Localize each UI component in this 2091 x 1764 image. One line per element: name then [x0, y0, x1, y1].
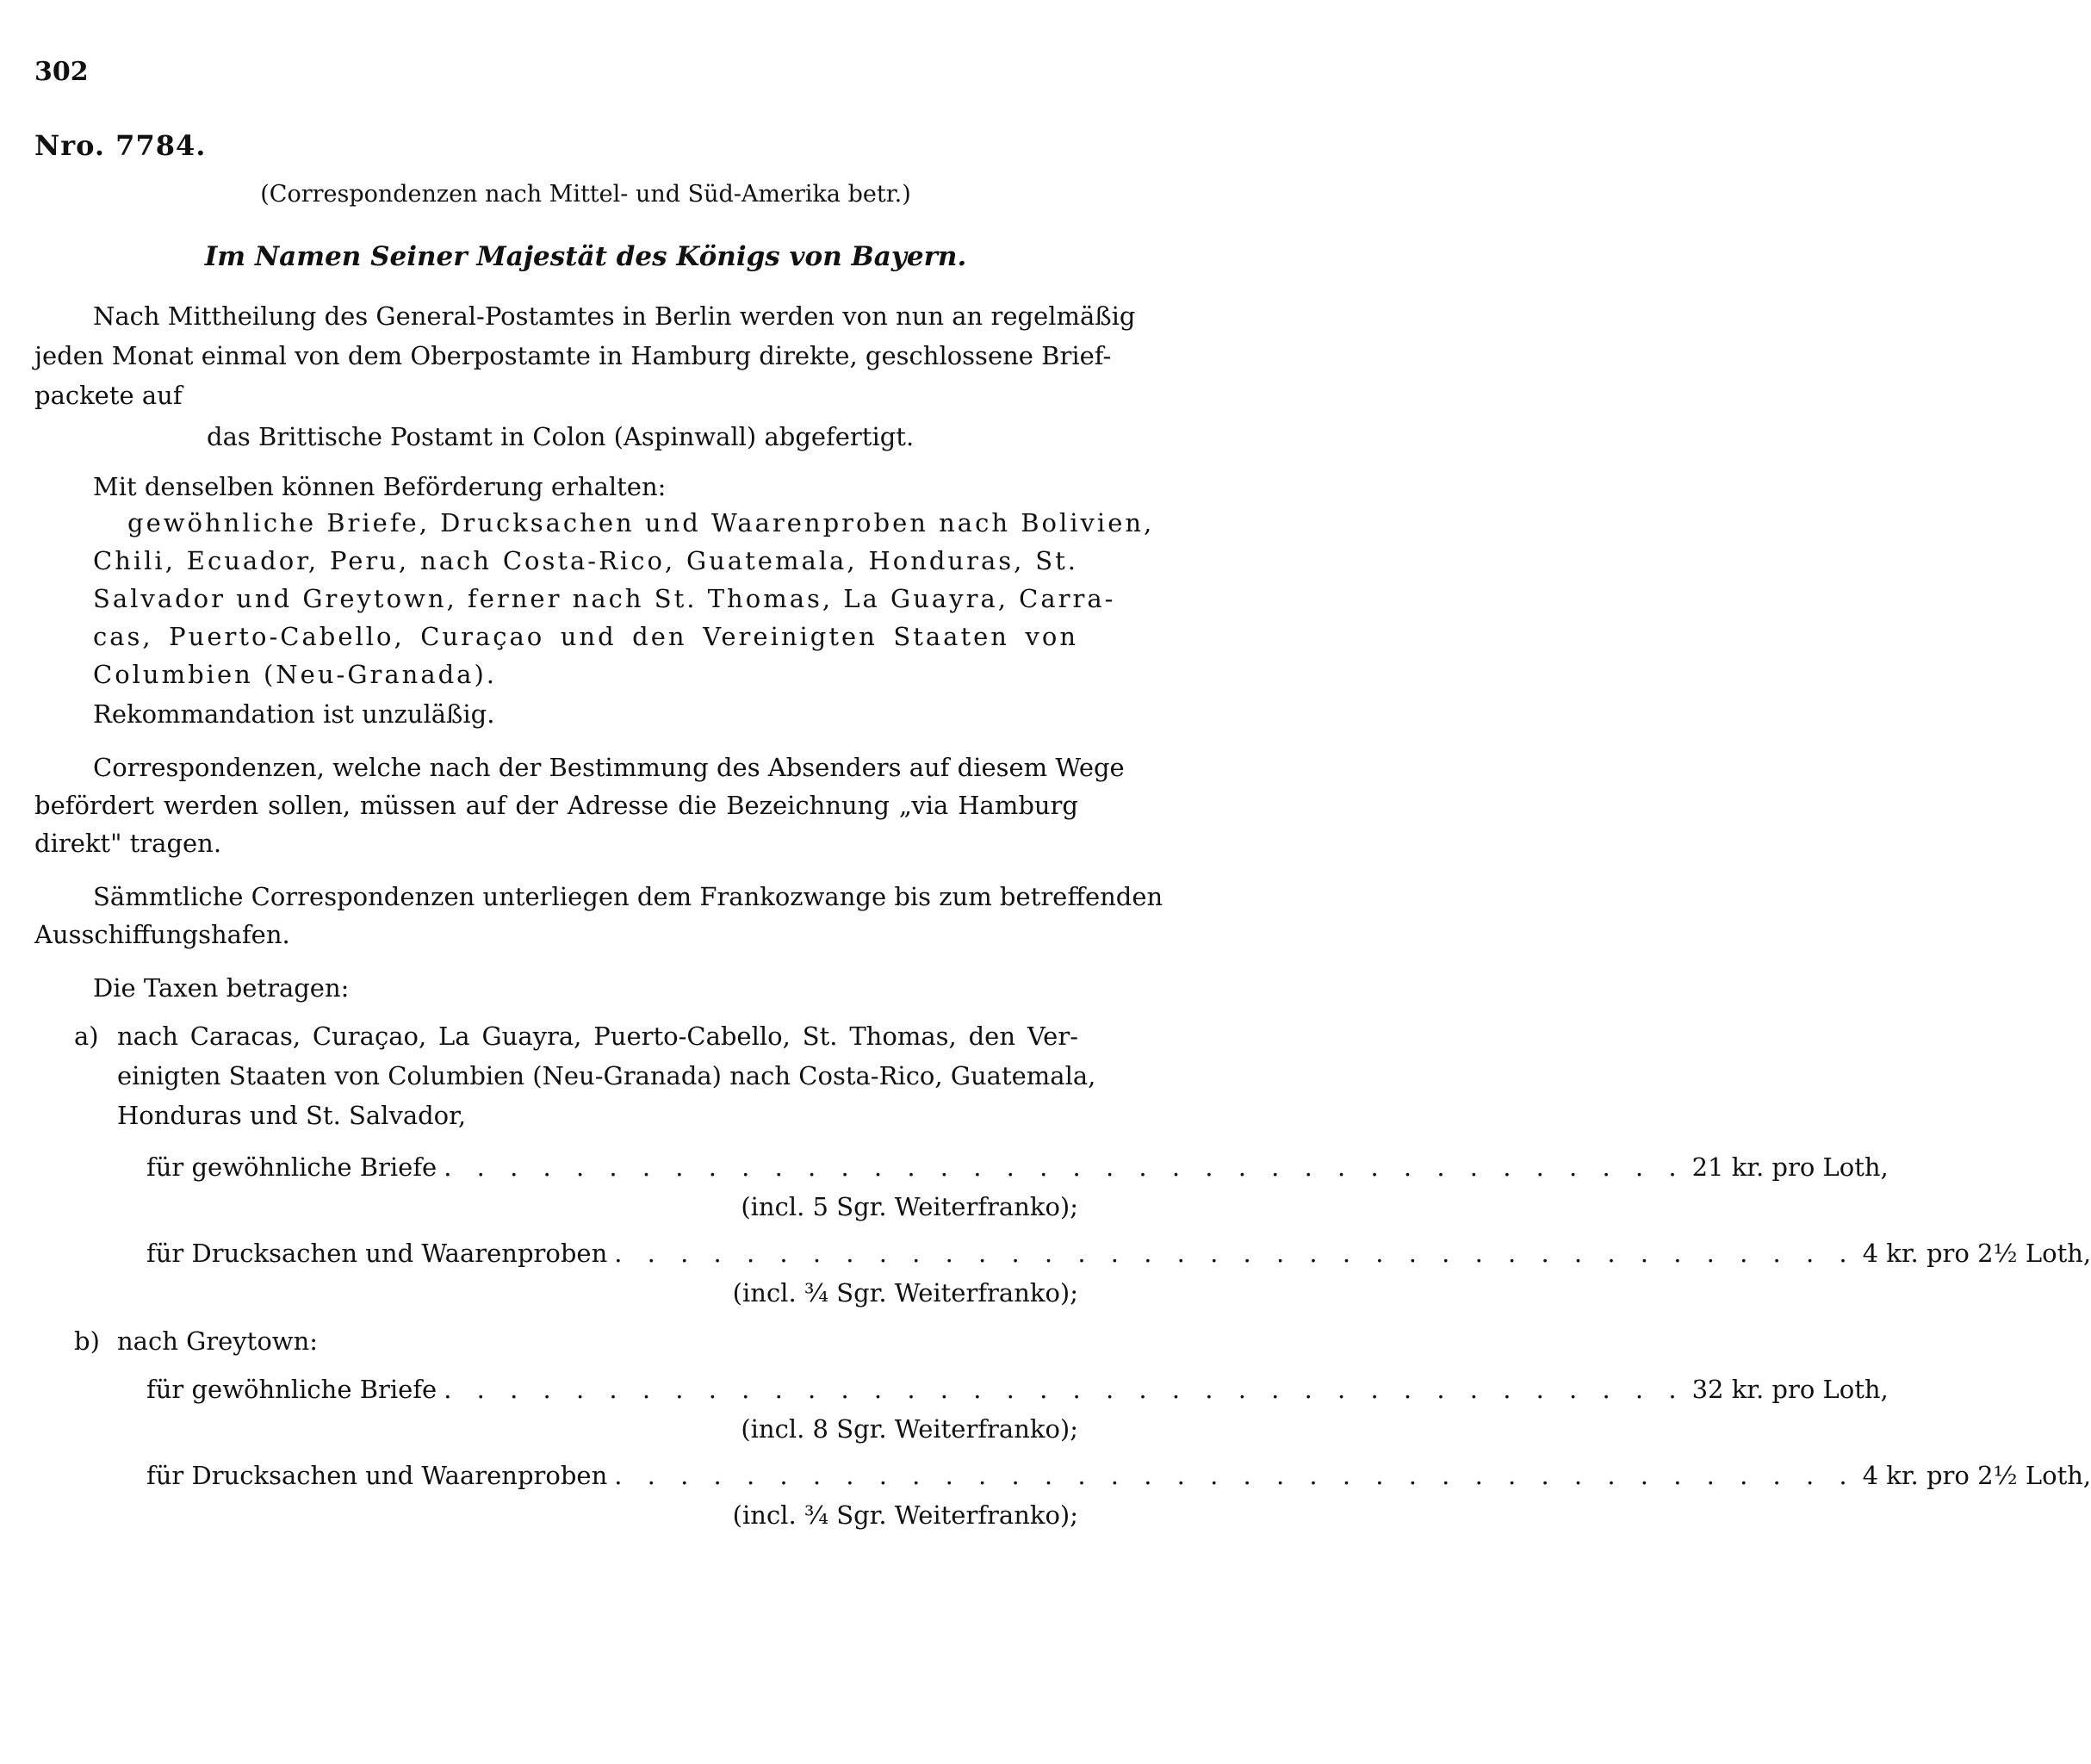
conveyance-line-3: Chili, Ecuador, Peru, nach Costa-Rico, Guatemala, Honduras, St.	[93, 546, 1078, 575]
section-b-print-row	[146, 1461, 2091, 1490]
section-a-line-3: Honduras und St. Salvador,	[117, 1101, 467, 1130]
registration-note: Rekommandation ist unzuläßig.	[93, 699, 495, 729]
section-a-line-1: nach Caracas, Curaçao, La Guayra, Puerto-Cabello, St. Thomas, den Ver-	[117, 1022, 1078, 1051]
intro-line-3: packete auf	[34, 381, 183, 410]
rate-label: für gewöhnliche Briefe	[146, 1375, 437, 1404]
conveyance-line-6: Columbien (Neu-Granada).	[93, 660, 497, 689]
intro-line-2: jeden Monat einmal von dem Oberpostamte in Hamburg direkte, geschlossene Brief-	[34, 341, 1112, 370]
dot-leader: . . . . . . . . . . . . . . . . . . . . . . . . . . . . . . . . . . . . . .	[614, 1461, 1856, 1490]
rate-label: für gewöhnliche Briefe	[146, 1152, 437, 1182]
dot-leader: . . . . . . . . . . . . . . . . . . . . . . . . . . . . . . . . . . . . . .	[444, 1152, 1685, 1182]
address-line-3: direkt" tragen.	[34, 829, 222, 858]
rate-amount: 32 kr. pro Loth,	[1691, 1375, 1889, 1404]
subject-line: (Correspondenzen nach Mittel- und Süd-Amerika betr.)	[260, 181, 911, 208]
section-a-print-note: (incl. ¾ Sgr. Weiterfranko);	[732, 1278, 1078, 1307]
conveyance-intro: Mit denselben können Beförderung erhalten:	[93, 472, 667, 501]
intro-line-1: Nach Mittheilung des General-Postamtes in Berlin werden von nun an regelmäßig	[93, 301, 1136, 331]
address-line-2: befördert werden sollen, müssen auf der Adresse die Bezeichnung „via Hamburg	[34, 791, 1078, 820]
taxes-intro: Die Taxen betragen:	[93, 973, 350, 1003]
dot-leader: . . . . . . . . . . . . . . . . . . . . . . . . . . . . . . . . . . . . . .	[614, 1239, 1856, 1268]
section-b-marker: b)	[74, 1326, 100, 1356]
address-line-1: Correspondenzen, welche nach der Bestimmung des Absenders auf diesem Wege	[93, 753, 1125, 782]
section-b-line-1: nach Greytown:	[117, 1326, 319, 1356]
heading: Im Namen Seiner Majestät des Königs von Bayern.	[204, 241, 967, 272]
section-a-print-row	[146, 1239, 2091, 1268]
section-b-letters-note: (incl. 8 Sgr. Weiterfranko);	[741, 1414, 1078, 1444]
rate-label: für Drucksachen und Waarenproben	[146, 1461, 608, 1490]
rate-amount: 4 kr. pro 2½ Loth,	[1862, 1461, 2091, 1490]
rate-amount: 4 kr. pro 2½ Loth,	[1862, 1239, 2091, 1268]
section-b-letters-row	[146, 1375, 1889, 1404]
section-a-marker: a)	[74, 1022, 99, 1051]
document-number: Nro. 7784.	[34, 129, 207, 162]
conveyance-line-5: cas, Puerto-Cabello, Curaçao und den Vereinigten Staaten von	[93, 622, 1078, 651]
franking-line-2: Ausschiffungshafen.	[34, 920, 290, 949]
conveyance-line-4: Salvador und Greytown, ferner nach St. Thomas, La Guayra, Carra-	[93, 584, 1116, 613]
section-a-letters-row	[146, 1152, 1889, 1182]
dot-leader: . . . . . . . . . . . . . . . . . . . . . . . . . . . . . . . . . . . . . .	[444, 1375, 1685, 1404]
intro-line-4: das Brittische Postamt in Colon (Aspinwall) abgefertigt.	[207, 422, 915, 451]
rate-amount: 21 kr. pro Loth,	[1691, 1152, 1889, 1182]
section-a-line-2: einigten Staaten von Columbien (Neu-Granada) nach Costa-Rico, Guatemala,	[117, 1061, 1096, 1090]
conveyance-line-2: gewöhnliche Briefe, Drucksachen und Waarenproben nach Bolivien,	[127, 508, 1155, 537]
section-a-letters-note: (incl. 5 Sgr. Weiterfranko);	[741, 1192, 1078, 1221]
franking-line-1: Sämmtliche Correspondenzen unterliegen dem Frankozwange bis zum betreffenden	[93, 882, 1163, 911]
rate-label: für Drucksachen und Waarenproben	[146, 1239, 608, 1268]
section-b-print-note: (incl. ¾ Sgr. Weiterfranko);	[732, 1500, 1078, 1530]
page-number: 302	[34, 57, 89, 87]
